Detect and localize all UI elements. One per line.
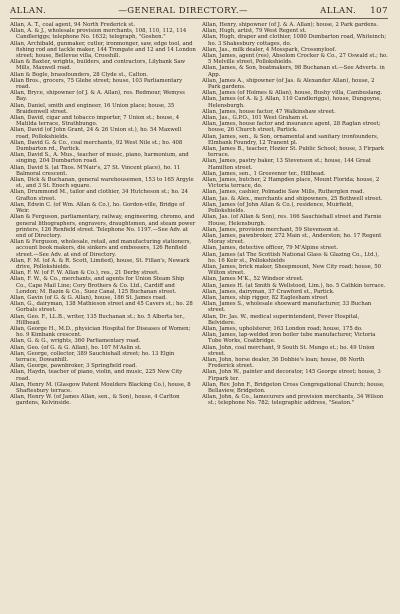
directory-entry: Allan, James, pastry baker, 13 Stevenson st.; house, 144 Great Hamilton street. [202,158,372,171]
directory-entry: Allan, James, provision merchant, 59 Stevenson st. [202,226,340,233]
directory-entry: Allan, F. W. (of F. W. Allan & Co.), res., 21 Derby street. [10,270,159,277]
directory-entry: Allan, Dr. Jas. W., medical superintendent, Fever Hospital, Belvidere. [202,313,360,326]
directory-entry: Allan, James B., teacher, Hozier St. Public School; house, 3 Firpark terrace. [202,146,384,159]
directory-entry: Allan, Archibald, gunmaker, cutler, ironmonger, saw, edge tool, and fishing rod and tackle maker, 144 Trongate and 12 and 14 London street; house, Bellevue villa, Crosshill. [10,40,196,60]
directory-entry: Allan, James H. (at Smith & Wellstood, Lim.), ho. 5 Cathkin terrace. [202,282,386,289]
header-left: ALLAN. [10,6,47,16]
directory-entry: Allan, David G. & Co., coal merchants, 92 West Nile st.; ho. 408 Dumbarton rd., Partick. [10,139,183,153]
directory-entry: Allan, James, house factor and insurance agent, 28 Raglan street; house, 26 Church street, Partick. [202,121,381,134]
directory-entry: Allan, James (of Holmes & Allan), house, Bushy villa, Cambuslang. [202,90,383,97]
directory-entry: Allan, Dick & Buchanan, general warehousemen, 153 to 165 Argyle st., and 3 St. Enoch square. [10,177,194,190]
directory-entry: Allan & Ferguson, parliamentary, railway, engineering, chromo, and general lithographers, engravers, draughtsmen, and steam power printers, 126 Renfield street. Telephone No. 1197.—See Adv. at end of Directory. [10,214,196,239]
directory-entry: Allan, James, brick maker, Sheepmount, New City road; house, 50 Wilton street. [202,263,382,277]
page-header [10,6,388,19]
directory-entry: Allan, Bryce, shipowner (of J. & A. Allan), res. Redmour, Wemyss Bay. [10,90,185,103]
directory-entry: Allan, James A., shipowner (of Jas. & Alexander Allan), house, 2 Park gardens. [202,77,375,91]
directory-entry: Allan, James, dairyman, 37 Crawford st., Partick. [202,288,335,295]
directory-entry: Allan, Henry M. (Glasgow Patent Moulders Blacking Co.), house, 8 Shaftesbury terrace. [10,381,191,394]
directory-entry: Allan, James, detective officer, 79 M'Alpine street. [202,245,338,252]
directory-entry: Allan & Baxter, wrights, builders, and contractors, Lilybank Saw Mills, Maxwell road. [10,59,186,72]
directory-entry: Allan, James (of A. & J. Allan, 110 Candleriggs), house, Dungoyne, Helensburgh. [202,96,382,109]
directory-entry: Allan, Henry, shipowner (of J. & A. Allan); house, 2 Park gardens. [202,22,379,28]
directory-entry: Allan, James, lap-welded iron boiler tube manufacturer, Victoria Tube Works, Coatbridge. [202,332,376,345]
directory-entry: Allan, James, sen., & Son, ornamental and sanitary ironfounders, Elmbank Foundry, 12 Tranent pl. [202,133,379,146]
directory-entry: Allan, Daniel, smith and engineer, 16 Union place; house, 35 Braidenwell street. [10,102,175,115]
directory-entry: Allan, Jas., milk dealer, 4 Mosspark, Crossmyloof. [202,46,337,53]
directory-entry: Allan, A. T., coal agent, 94 North Frederick st. [10,22,136,28]
directory-entry: Allan, F. M. (of A. & R. Scott, Limited), house, St. Fillan's, Newark drive, Pollokshields. [10,257,190,270]
directory-entry: Allan, Hugh, draper and clothier, 1080 Dumbarton road, Whiteinch; ho. 3 Shakesbury cottages, do. [202,34,387,47]
directory-entry: Allan, James M'K., 52 Windsor street. [202,276,304,283]
directory-entry: Allan, Geo. F., LL.B., writer, 135 Buchanan st.; ho. 5 Alberta ter., Hillhead. [10,313,185,326]
header-title: —GENERAL DIRECTORY.— [118,6,249,16]
directory-entry: Allan, David, cigar and tobacco importer, 7 Union st.; house, 4 Matilda terrace, Strathbungo. [10,115,180,128]
directory-entry: Allan, James, cashier, Polmadie Saw Mills, Rutherglen road. [202,189,365,196]
directory-entry: Allan, Haydn, teacher of piano, violin, and music, 225 New City road. [10,369,183,382]
directory-entry: Allan, James (at The Scottish National Glass & Glazing Co., Ltd.), ho. 16 Keir st., Pollokshields [202,251,379,264]
directory-entry: Allan, David (of John Grant, 24 & 26 Union st.), ho. 54 Maxwell road, Pollokshields. [10,127,182,140]
directory-entry: Allan, Jas., G.P.O., 101 West Graham st. [202,115,309,122]
directory-entry: Allan, A. & J., wholesale provision merchants, 108, 110, 112, 114 Candleriggs; telephone No. 1632; telegraph, "Goshen." [10,28,187,41]
directory-entry: Allan, Rev. John F., Bridgeton Cross Congregational Church; house, Bellaview, Bridgeton. [202,381,385,394]
directory-entry: Allan, George H., M.D., physician Hospital for Diseases of Women; ho. 9 Kimbank crescent. [10,325,191,339]
directory-entry: Allan & Bogle, brassfounders, 28 Clyde st., Calton. [10,71,148,78]
page-number: 107 [370,6,388,16]
directory-entry: Allan Bros., grocers, 75 Glebe street; house, 103 Parliamentary road. [10,77,183,91]
directory-entry: Allan, Gavin (of G. & G. Allan), house, 186 St. James road. [10,294,167,301]
directory-entry: Allan, John, coal merchant, 9 South St. Mungo st.; ho. 49 Union street. [202,344,375,357]
directory-entry: Allan, James (of John Allan & Co.), residence, Muirfield, Pollokshields. [202,201,354,215]
directory-entry: Allan, Jas. & Alex., merchants and shipowners, 25 Bothwell street. [202,195,383,202]
right-column [202,22,388,407]
directory-entry: Allan, John W., painter and decorator, 145 George street; house, 3 Firpark ter. [202,369,381,382]
directory-entry: Allan, Geo. (of G. & G. Allan), ho. 107 M'Aslin st. [10,344,142,351]
columns [10,22,388,407]
directory-entry: Allan, Henry W. (of James Allan, sen., & Son), house, 4 Carlton gardens, Kelvinside. [10,394,180,407]
directory-entry: Allan, George, pawnbroker, 3 Springfield road. [10,363,138,370]
directory-entry: Allan, James, sen., 1 Grosvenor ter., Hillhead. [202,170,326,177]
directory-entry: Allan, George, collector, 389 Sauchiehall street; ho. 13 Elgin terrace, Dowanhill. [10,350,175,363]
directory-entry: Allan, James, & Son, boatmakers, 98 Buchanan st.—See Adverts. in App. [202,65,385,78]
header-right: ALLAN. [320,6,357,16]
directory-entry: Allan, James, butcher, 2 Hampden place, Mount Florida; house, 2 Victoria terrace, do. [202,177,380,190]
directory-entry: Allan, Edwin C. (of Wm. Allan & Co.), ho. Gordon-ville, Bridge of Weir. [10,201,185,215]
directory-entry: Allan, F. W., & Co., merchants, and agents for Union Steam Ship Co., Cape Mail Line; Cory Brothers & Co. Ltd., Cardiff and London; M. Bazin & Co., Suez Canal, 125 Buchanan street. [10,276,185,295]
directory-entry: Allan, James S., wholesale shoeward manufacturer, 33 Buchan street. [202,301,372,314]
directory-entry: Allan, G. & G., wrights, 360 Parliamentary road. [10,338,141,345]
directory-entry: Allan, Jas. (of Allan & Son), res. 166 Sauchiehall street and Farnie House, Helensburgh. [202,214,382,227]
directory-entry: Allan, John, horse dealer, 36 Dobbie's loan; house, 86 North Frederick street. [202,356,365,370]
directory-entry: Allan, James, agent (res), Absolom Crocker & Co., 27 Oswald st.; ho. 5 Melville street, Pollokshields. [202,53,388,66]
directory-entry: Allan, John, & Co., lamecurers and provision merchants, 34 Wilson st.; telephone No. 782; telegraphic address, "Seaton." [202,394,384,407]
directory-entry: Allan, David S. (at Thos. M'Nair's, 27 St. Vincent place), ho. 11 Balmoral crescent. [10,164,181,177]
directory-entry: Allan, Hugh, artist, 79 West Regent st. [202,28,307,35]
directory-entry: Allan & Ferguson, wholesale, retail, and manufacturing stationers, account book makers, die sinkers and embossers, 126 Renfield street.—See Adv. at end of Directory. [10,239,192,258]
directory-entry: Allan, G., dairyman, 138 Mathieson street and 45 Cavers st.; ho. 28 Gorbals street. [10,301,193,314]
directory-entry: Allan, James, upholsterer, 163 London road; house, 175 do. [202,325,363,332]
directory-entry: Allan, James, ship rigger, 82 Eaglesham street [202,294,328,301]
left-column [10,22,196,407]
directory-entry: Allan, David S., A. Mus., teacher of music, piano, harmonium, and singing, 204 Dumbarton road. [10,152,189,165]
directory-entry: Allan, James, pawnbroker, 272 Main st., Anderston; ho. 17 Regent Moray street. [202,232,382,246]
directory-entry: Allan, James, house factor, 47 Walkinshaw street. [202,108,336,115]
directory-entry: Allan, Drummond M., tailor and clothier, 34 Hutcheson st.; ho. 24 Grafton street. [10,189,189,202]
